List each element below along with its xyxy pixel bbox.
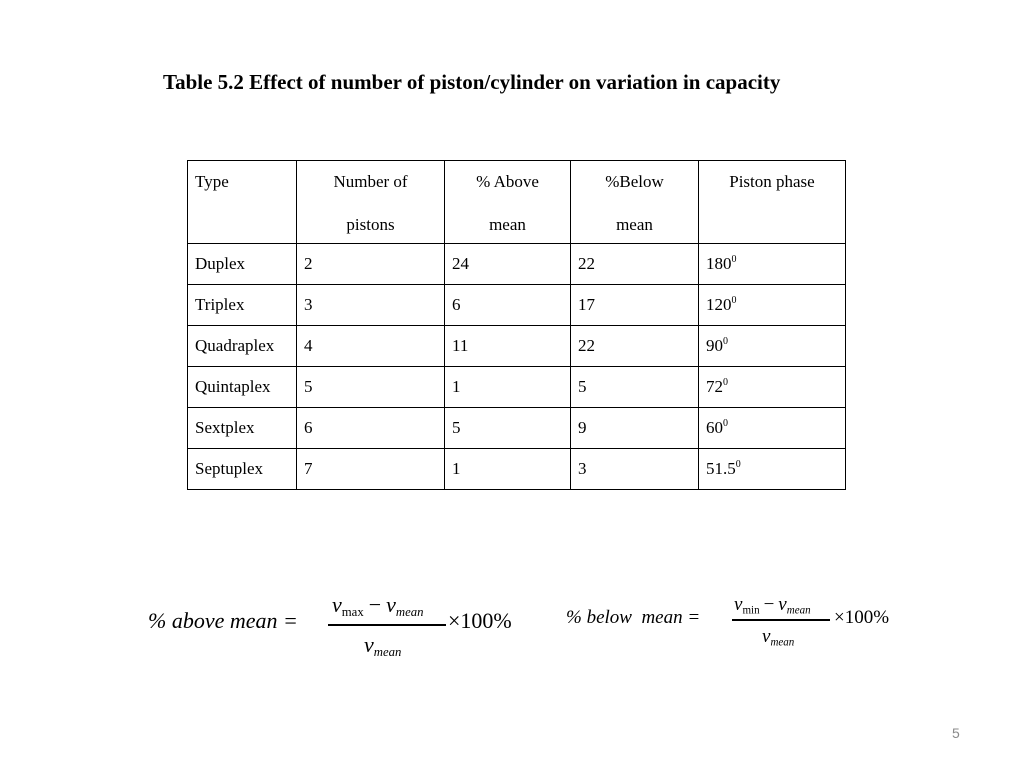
fraction-bar — [732, 619, 830, 621]
formula-below-denominator: $v_{mean}$ — [762, 626, 795, 649]
table-row — [188, 244, 846, 285]
cell-above: 1 — [445, 367, 571, 408]
header-below-mean: %Below mean — [571, 161, 699, 244]
cell-pistons: 5 — [297, 367, 445, 408]
table-row — [188, 449, 846, 490]
cell-below: 3 — [571, 449, 699, 490]
formula-above-numerator: $vmax - v_{mean}$ — [332, 592, 424, 619]
formula-above-mean — [148, 592, 538, 666]
cell-below: 5 — [571, 367, 699, 408]
formula-below-times: ×100% — [834, 607, 890, 628]
formula-below-lhs: % below mean = — [566, 607, 701, 628]
cell-pistons: 6 — [297, 408, 445, 449]
cell-type: Sextplex — [188, 408, 297, 449]
cell-phase: 51.5$^0$ — [699, 449, 846, 490]
cell-below: 9 — [571, 408, 699, 449]
table-row — [188, 285, 846, 326]
cell-above: 11 — [445, 326, 571, 367]
cell-phase: $60^0$ — [699, 408, 846, 449]
cell-type: Quadraplex — [188, 326, 297, 367]
header-number-of-pistons: Number of pistons — [297, 161, 445, 244]
cell-below: 22 — [571, 244, 699, 285]
table-row — [188, 326, 846, 367]
cell-phase: $120^0$ — [699, 285, 846, 326]
cell-above: 6 — [445, 285, 571, 326]
table-row — [188, 408, 846, 449]
cell-above: 5 — [445, 408, 571, 449]
cell-pistons: 3 — [297, 285, 445, 326]
cell-pistons: 4 — [297, 326, 445, 367]
capacity-variation-table — [187, 160, 846, 490]
cell-phase: $90^0$ — [699, 326, 846, 367]
header-piston-phase: Piston phase — [699, 161, 846, 244]
formula-above-fraction — [328, 592, 446, 666]
formula-below-fraction — [732, 596, 832, 656]
cell-phase: $72^0$ — [699, 367, 846, 408]
table-header-row — [188, 161, 846, 244]
formula-below-mean — [566, 596, 906, 656]
cell-type: Quintaplex — [188, 367, 297, 408]
cell-pistons: 7 — [297, 449, 445, 490]
formula-above-denominator: $v_{mean}$ — [364, 632, 402, 659]
table-caption: Table 5.2 Effect of number of piston/cylinder on variation in capacity — [163, 70, 781, 94]
header-type: Type — [188, 161, 297, 244]
cell-type: Duplex — [188, 244, 297, 285]
fraction-bar — [328, 624, 446, 626]
cell-phase: $180^0$ — [699, 244, 846, 285]
cell-below: 17 — [571, 285, 699, 326]
formula-above-times: ×100% — [448, 608, 512, 633]
page-number: 5 — [952, 725, 960, 741]
cell-above: 24 — [445, 244, 571, 285]
formula-below-numerator: $vmin - v_{mean}$ — [734, 594, 811, 617]
cell-type: Triplex — [188, 285, 297, 326]
cell-below: 22 — [571, 326, 699, 367]
formula-above-lhs: % above mean = — [148, 608, 298, 633]
table-row — [188, 367, 846, 408]
cell-pistons: 2 — [297, 244, 445, 285]
cell-type: Septuplex — [188, 449, 297, 490]
cell-above: 1 — [445, 449, 571, 490]
header-above-mean: % Above mean — [445, 161, 571, 244]
